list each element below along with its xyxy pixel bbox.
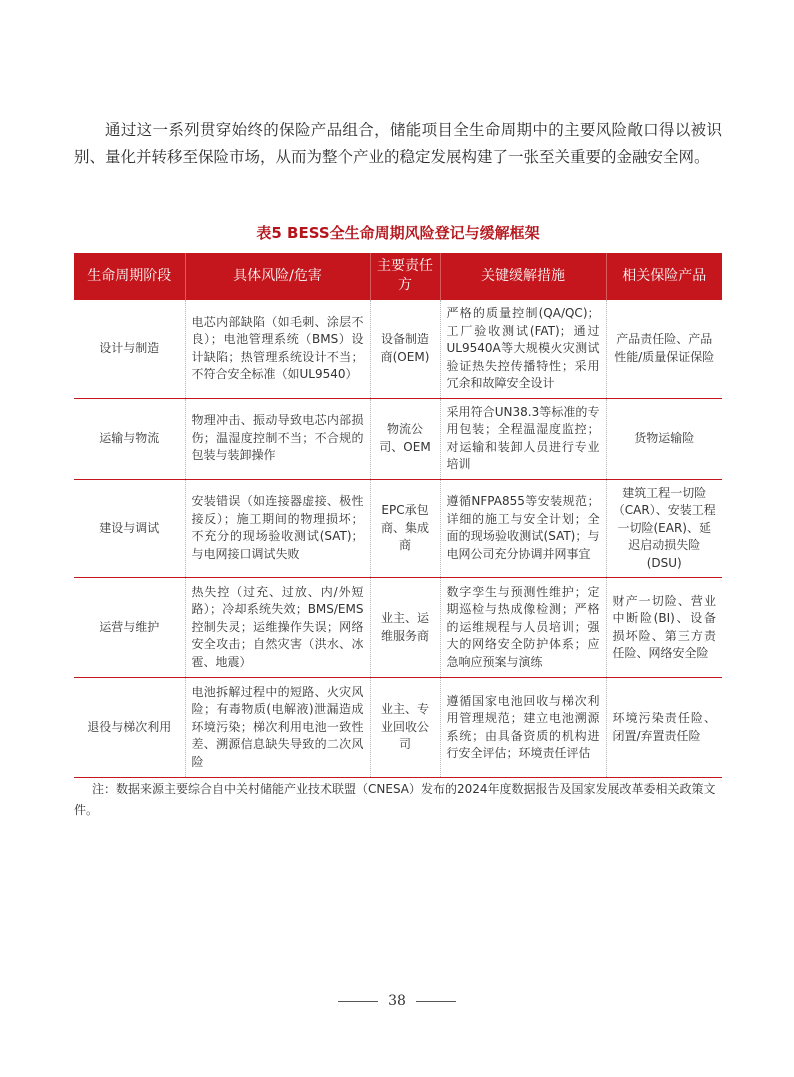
table-row	[74, 678, 722, 778]
header-lifecycle-stage: 生命周期阶段	[74, 253, 185, 300]
cell-insurance: 环境污染责任险、闭置/弃置责任险	[606, 678, 722, 778]
cell-risks: 安装错误（如连接器虚接、极性接反）；施工期间的物理损坏；不充分的现场验收测试(SAT)；与电网接口调试失败	[185, 479, 370, 578]
table-header-row	[74, 253, 722, 300]
page-number: 38	[388, 993, 406, 1009]
cell-insurance: 货物运输险	[606, 398, 722, 479]
cell-measures: 数字孪生与预测性维护；定期巡检与热成像检测；严格的运维规程与人员培训；强大的网络安全防护体系；应急响应预案与演练	[440, 578, 606, 678]
cell-party: EPC承包商、集成商	[370, 479, 440, 578]
table-row	[74, 578, 722, 678]
cell-party: 业主、运维服务商	[370, 578, 440, 678]
cell-insurance: 财产一切险、营业中断险(BI)、设备损坏险、第三方责任险、网络安全险	[606, 578, 722, 678]
source-note: 注：数据来源主要综合自中关村储能产业技术联盟（CNESA）发布的2024年度数据报告及国家发展改革委相关政策文件。	[74, 782, 716, 817]
cell-risks: 电芯内部缺陷（如毛刺、涂层不良）；电池管理系统（BMS）设计缺陷；热管理系统设计不当；不符合安全标准（如UL9540）	[185, 300, 370, 399]
footer-rule-right	[416, 1001, 456, 1002]
header-responsible-party: 主要责任方	[370, 253, 440, 300]
cell-measures: 遵循国家电池回收与梯次利用管理规范；建立电池溯源系统；由具备资质的机构进行安全评估；环境责任评估	[440, 678, 606, 778]
footer-rule-left	[338, 1001, 378, 1002]
table-title: 表5 BESS全生命周期风险登记与缓解框架	[256, 224, 540, 242]
cell-party: 业主、专业回收公司	[370, 678, 440, 778]
page-footer	[0, 990, 794, 1012]
cell-stage: 建设与调试	[74, 479, 185, 578]
table-row	[74, 300, 722, 399]
header-mitigation-measures: 关键缓解措施	[440, 253, 606, 300]
cell-measures: 采用符合UN38.3等标准的专用包装；全程温湿度监控；对运输和装卸人员进行专业培训	[440, 398, 606, 479]
table-row	[74, 398, 722, 479]
cell-stage: 运营与维护	[74, 578, 185, 678]
cell-party: 设备制造商(OEM)	[370, 300, 440, 399]
cell-stage: 设计与制造	[74, 300, 185, 399]
risk-register-table	[74, 253, 722, 778]
table-row	[74, 479, 722, 578]
cell-risks: 热失控（过充、过放、内/外短路）；冷却系统失效；BMS/EMS控制失灵；运维操作失误；网络安全攻击；自然灾害（洪水、冰雹、地震）	[185, 578, 370, 678]
cell-stage: 运输与物流	[74, 398, 185, 479]
cell-insurance: 产品责任险、产品性能/质量保证保险	[606, 300, 722, 399]
cell-stage: 退役与梯次利用	[74, 678, 185, 778]
cell-risks: 电池拆解过程中的短路、火灾风险；有毒物质(电解液)泄漏造成环境污染；梯次利用电池一致性差、溯源信息缺失导致的二次风险	[185, 678, 370, 778]
cell-insurance: 建筑工程一切险（CAR）、安装工程一切险(EAR)、延迟启动损失险(DSU)	[606, 479, 722, 578]
cell-measures: 遵循NFPA855等安装规范；详细的施工与安全计划；全面的现场验收测试(SAT)；与电网公司充分协调并网事宜	[440, 479, 606, 578]
cell-risks: 物理冲击、振动导致电芯内部损伤；温湿度控制不当；不合规的包装与装卸操作	[185, 398, 370, 479]
cell-measures: 严格的质量控制(QA/QC)；工厂验收测试(FAT)；通过UL9540A等大规模火灾测试验证热失控传播特性；采用冗余和故障安全设计	[440, 300, 606, 399]
header-specific-risk: 具体风险/危害	[185, 253, 370, 300]
cell-party: 物流公司、OEM	[370, 398, 440, 479]
header-insurance-products: 相关保险产品	[606, 253, 722, 300]
intro-paragraph: 通过这一系列贯穿始终的保险产品组合，储能项目全生命周期中的主要风险敞口得以被识别、量化并转移至保险市场，从而为整个产业的稳定发展构建了一张至关重要的金融安全网。	[74, 121, 722, 166]
